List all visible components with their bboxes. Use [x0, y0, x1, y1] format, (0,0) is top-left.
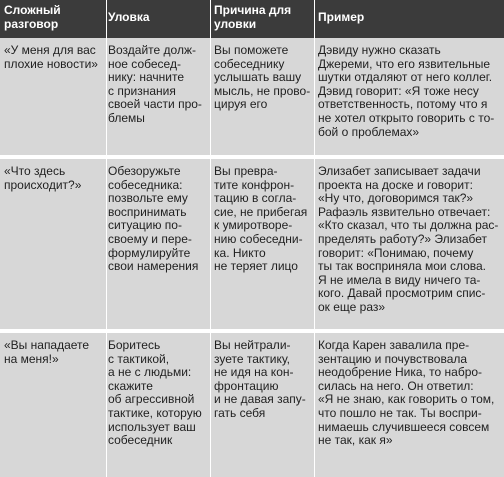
cell-example: Когда Карен завалила пре- зентацию и почувствовала неодобрение Ника, то набро- силась на него. Он ответил: «Я не знаю, как говорить о том, что пошло не так. Ты воспри- нимаешь случившееся совсем не так, как я» [318, 339, 495, 448]
cell-trick: Воздайте долж- ное собесед- нику: начните с признания своей части про- блемы [108, 44, 202, 125]
cell-situation: «Что здесь происходит?» [4, 165, 82, 192]
cell-reason: Вы превра- тите конфрон- тацию в согла- сие, не прибегая к умиротворе- нию собеседни- ка. Никто не теряет лицо [214, 165, 308, 274]
cell-reason: Вы нейтрали- зуете тактику, не идя на кон- фронтацию и не давая запу- гать себя [214, 339, 306, 420]
header-reason: Причина для уловки [214, 3, 292, 31]
cell-example: Дэвиду нужно сказать Джереми, что его язвительные шутки отдаляют от него коллег. Дэвид говорит: «Я тоже несу ответственность, потому что я не хотел открыто говорить с то- бой о проблемах» [318, 44, 495, 139]
cell-trick: Обезоружьте собеседника: позвольте ему воспринимать ситуацию по- своему и пере- формулируйте свои намерения [108, 165, 199, 274]
column-divider [106, 0, 107, 477]
header-trick: Уловка [108, 10, 150, 24]
cell-situation: «Вы нападаете на меня!» [4, 339, 90, 366]
column-divider [210, 0, 211, 477]
cell-trick: Боритесь с тактикой, а не с людьми: скажите об агрессивной тактике, которую использует ваш собеседник [108, 339, 202, 448]
cell-example: Элизабет записывает задачи проекта на доске и говорит: «Ну что, договоримся так?» Рафаэль язвительно отвечает: «Кто сказал, что ты должна рас- пределять работу?» Элизабет говорит: «Понимаю, почему ты так восприняла мои слова. Я не имела в виду ничего та- кого. Давай просмотрим спис- ок еще раз» [318, 165, 499, 314]
header-example: Пример [318, 10, 365, 24]
header-difficult-conversation: Сложный разговор [4, 3, 61, 31]
cell-situation: «У меня для вас плохие новости» [4, 44, 98, 71]
cell-reason: Вы поможете собеседнику услышать вашу мысль, не прово- цируя его [214, 44, 311, 112]
row-divider [0, 329, 504, 333]
row-divider [0, 155, 504, 159]
column-divider [314, 0, 315, 477]
